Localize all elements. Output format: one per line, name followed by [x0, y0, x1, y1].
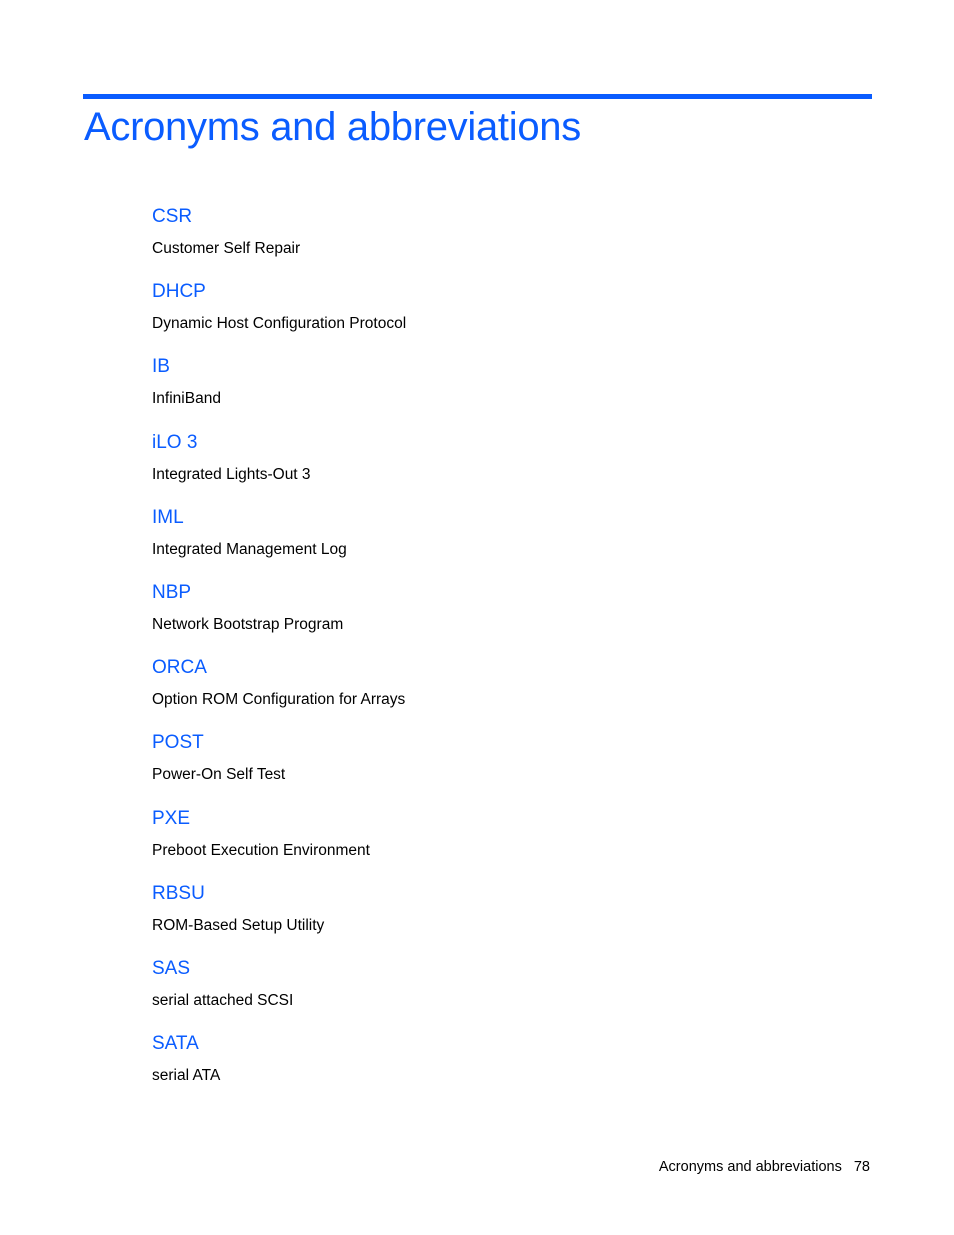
acronym-definition: Integrated Lights-Out 3: [152, 465, 311, 483]
acronym-definition: serial ATA: [152, 1067, 221, 1085]
acronym-definition: Integrated Management Log: [152, 540, 347, 558]
acronym-definition: InfiniBand: [152, 390, 221, 408]
acronym-entry: [152, 430, 852, 505]
page-footer: [659, 1157, 870, 1177]
acronym-term: DHCP: [152, 281, 206, 303]
acronym-entry: [152, 1031, 852, 1106]
acronym-entry: [152, 806, 852, 881]
acronym-term: PXE: [152, 807, 191, 829]
page-title: Acronyms and abbreviations: [84, 105, 581, 149]
acronym-definition: ROM-Based Setup Utility: [152, 916, 325, 934]
acronym-entry: [152, 204, 852, 279]
acronym-term: IML: [152, 506, 184, 528]
acronym-entry: [152, 580, 852, 655]
acronym-term: POST: [152, 732, 204, 754]
acronym-entry: [152, 730, 852, 805]
acronym-term: NBP: [152, 581, 192, 603]
title-rule: [83, 94, 872, 99]
acronym-term: RBSU: [152, 882, 205, 904]
acronym-entry: [152, 279, 852, 354]
page-number: 78: [853, 1159, 870, 1175]
acronym-entry: [152, 956, 852, 1031]
acronym-term: ORCA: [152, 657, 207, 679]
acronym-list: [152, 204, 852, 1106]
acronym-definition: serial attached SCSI: [152, 991, 294, 1009]
footer-section-title: Acronyms and abbreviations: [658, 1159, 842, 1175]
acronym-term: CSR: [152, 206, 193, 227]
acronym-entry: [152, 655, 852, 730]
acronym-term: SAS: [152, 957, 191, 979]
acronym-term: iLO 3: [152, 431, 198, 453]
acronym-entry: [152, 881, 852, 956]
acronym-definition: Customer Self Repair: [152, 240, 301, 257]
acronym-definition: Option ROM Configuration for Arrays: [152, 691, 406, 709]
acronym-definition: Preboot Execution Environment: [152, 841, 370, 859]
acronym-definition: Power-On Self Test: [152, 766, 286, 784]
acronym-definition: Network Bootstrap Program: [152, 615, 344, 633]
acronym-term: IB: [152, 356, 170, 378]
acronym-entry: [152, 354, 852, 429]
acronym-entry: [152, 505, 852, 580]
acronym-term: SATA: [152, 1033, 199, 1055]
acronym-definition: Dynamic Host Configuration Protocol: [152, 315, 407, 333]
